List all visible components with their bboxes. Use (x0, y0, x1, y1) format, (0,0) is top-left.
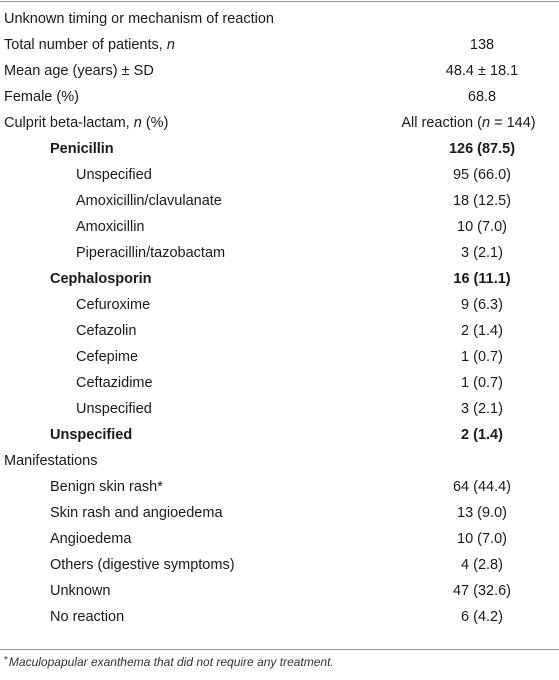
row-label-text: Total number of patients, (4, 37, 167, 53)
table-row (0, 396, 559, 422)
group-value: 126 (87.5) (448, 141, 516, 157)
row-value: 64 (44.4) (452, 479, 512, 495)
row-label: Others (digestive symptoms) (50, 557, 235, 573)
section-header: Unknown timing or mechanism of reaction (4, 11, 274, 27)
row-label: Cefazolin (76, 323, 137, 339)
table-row-mean-age (0, 58, 559, 84)
row-value-text: All reaction ( (401, 115, 482, 131)
row-value: 95 (66.0) (452, 167, 512, 183)
row-label: Female (%) (4, 89, 79, 105)
table-row-penicillin (0, 136, 559, 162)
row-value: 9 (6.3) (461, 297, 503, 313)
table-row (0, 474, 559, 500)
row-label (4, 32, 175, 58)
table-row (0, 578, 559, 604)
row-value: 6 (4.2) (461, 609, 503, 625)
row-value: 13 (9.0) (457, 505, 507, 521)
row-label: Piperacillin/tazobactam (76, 245, 226, 261)
row-label: Mean age (years) ± SD (4, 63, 154, 79)
row-label: Angioedema (50, 531, 132, 547)
row-label-text: (%) (141, 115, 169, 131)
table-row (0, 344, 559, 370)
row-label: No reaction (50, 609, 125, 625)
table-row (0, 552, 559, 578)
row-value: 68.8 (467, 89, 497, 105)
table-row-manifestations (0, 448, 559, 474)
table-row (0, 526, 559, 552)
row-value: 4 (2.8) (461, 557, 503, 573)
table-body (0, 6, 559, 630)
row-value: 138 (469, 37, 495, 53)
row-value: 10 (7.0) (457, 531, 507, 547)
row-value: 2 (1.4) (461, 323, 503, 339)
table-row (0, 370, 559, 396)
row-value: 10 (7.0) (457, 219, 507, 235)
table-row (0, 500, 559, 526)
table-top-rule (0, 1, 559, 2)
table-row (0, 162, 559, 188)
table-row (0, 240, 559, 266)
row-label: Amoxicillin/clavulanate (76, 193, 222, 209)
table-row (0, 214, 559, 240)
row-label: Ceftazidime (76, 375, 153, 391)
row-label-variable: n (166, 37, 175, 53)
group-label: Unspecified (50, 427, 133, 443)
row-label-variable: n (133, 115, 142, 131)
row-label: Benign skin rash* (50, 479, 163, 495)
row-label: Unspecified (76, 401, 152, 417)
row-label: Amoxicillin (76, 219, 145, 235)
row-value (378, 110, 559, 136)
row-value: 47 (32.6) (452, 583, 512, 599)
group-label: Cephalosporin (50, 271, 152, 287)
table-row (0, 604, 559, 630)
table-row (0, 318, 559, 344)
row-value: 1 (0.7) (461, 349, 503, 365)
table-row-unspecified (0, 422, 559, 448)
row-label: Cefuroxime (76, 297, 151, 313)
row-value: 18 (12.5) (452, 193, 512, 209)
section-label: Manifestations (4, 453, 98, 469)
table-row-culprit (0, 110, 559, 136)
table-row (0, 188, 559, 214)
row-value: 48.4 ± 18.1 (445, 63, 519, 79)
row-label: Skin rash and angioedema (50, 505, 223, 521)
row-label: Cefepime (76, 349, 139, 365)
table-row (0, 292, 559, 318)
row-value: 3 (2.1) (461, 401, 503, 417)
row-label: Unknown (50, 583, 111, 599)
table-row-female (0, 84, 559, 110)
table-bottom-rule (0, 649, 559, 650)
row-value-variable: n (481, 115, 491, 131)
group-value: 16 (11.1) (453, 271, 511, 287)
table-row-cephalosporin (0, 266, 559, 292)
group-value: 2 (1.4) (461, 427, 503, 443)
row-label: Unspecified (76, 167, 152, 183)
group-label: Penicillin (50, 141, 114, 157)
row-value: 1 (0.7) (461, 375, 503, 391)
row-value-text: = 144) (490, 115, 536, 131)
footnote-marker: * (4, 655, 8, 666)
table-footnote (4, 655, 556, 669)
footnote-text: Maculopapular exanthema that did not require any treatment. (8, 655, 334, 669)
table-row-header (0, 6, 559, 32)
row-label (4, 110, 168, 136)
row-label-text: Culprit beta-lactam, (4, 115, 134, 131)
table-row-total-patients (0, 32, 559, 58)
row-value: 3 (2.1) (461, 245, 503, 261)
